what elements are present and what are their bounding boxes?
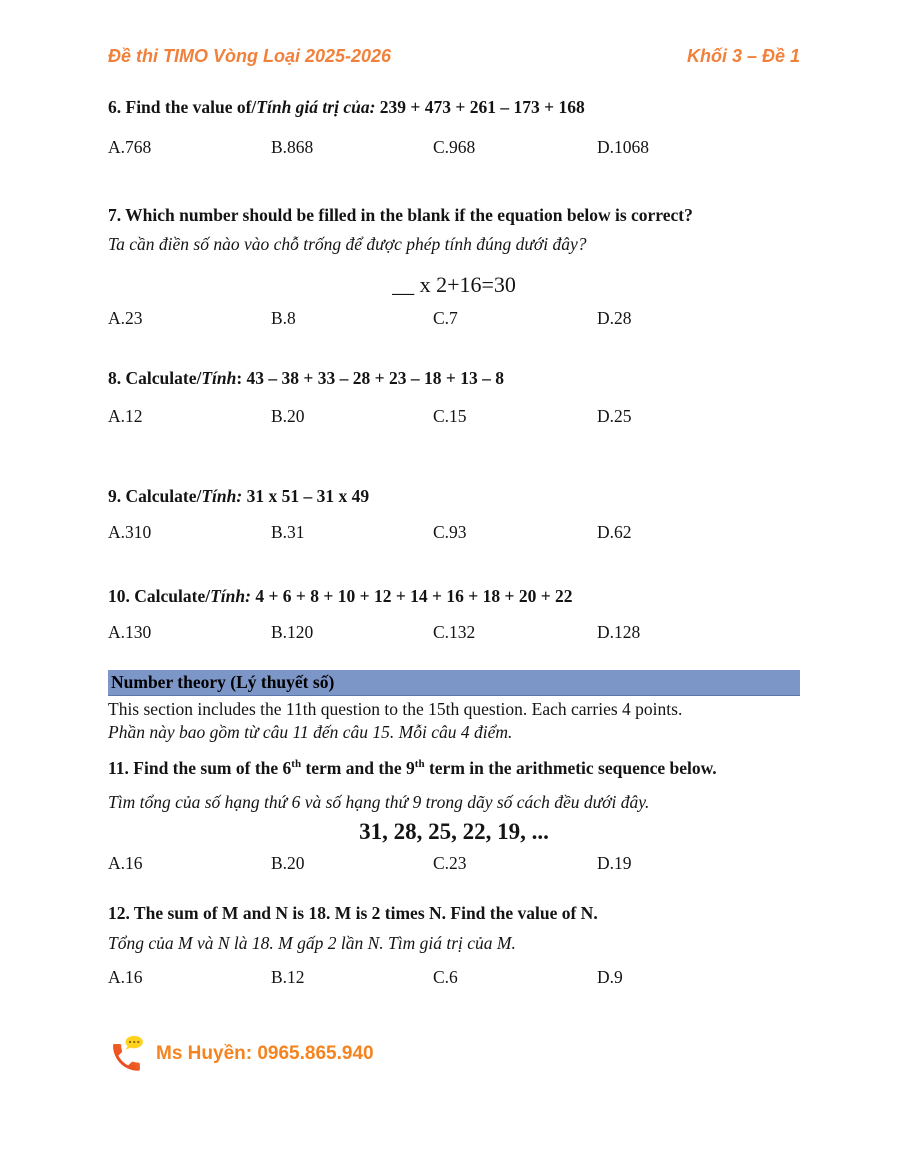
question-12-text: 12. The sum of M and N is 18. M is 2 times N. Find the value of N. <box>108 903 598 923</box>
question-9-vi-label: Tính: <box>201 486 243 506</box>
option-b: B.120 <box>271 622 314 642</box>
option-d: D.128 <box>597 622 641 642</box>
option-a: A.310 <box>108 522 152 542</box>
option-a: A.130 <box>108 622 152 642</box>
question-9-options <box>108 520 800 544</box>
ordinal-superscript: th <box>414 758 425 771</box>
option-c: C.7 <box>433 308 458 328</box>
question-11-part-c: term in the arithmetic sequence below. <box>424 758 717 778</box>
option-a: A.768 <box>108 137 152 157</box>
contact-name-phone: Ms Huyền: 0965.865.940 <box>156 1043 374 1064</box>
option-a: A.16 <box>108 967 143 987</box>
section-description-vi: Phần này bao gồm từ câu 11 đến câu 15. Mỗi câu 4 điểm. <box>108 722 513 742</box>
question-9-text <box>108 484 800 508</box>
option-d: D.19 <box>597 853 632 873</box>
option-b: B.8 <box>271 308 296 328</box>
question-11-options <box>108 851 800 875</box>
question-10-vi-label: Tính: <box>210 586 251 606</box>
question-9-expression: 31 x 51 – 31 x 49 <box>242 486 370 506</box>
option-b: B.12 <box>271 967 305 987</box>
option-d: D.1068 <box>597 137 650 157</box>
option-d: D.62 <box>597 522 632 542</box>
phone-icon <box>108 1035 148 1073</box>
option-b: B.31 <box>271 522 305 542</box>
question-6-expression: 239 + 473 + 261 – 173 + 168 <box>375 97 585 117</box>
doc-title: Đề thi TIMO Vòng Loại 2025-2026 <box>108 46 392 66</box>
question-11-sequence: 31, 28, 25, 22, 19, ... <box>359 819 549 844</box>
option-b: B.868 <box>271 137 314 157</box>
option-d: D.25 <box>597 406 632 426</box>
question-6-lead: 6. Find the value of/ <box>108 97 257 117</box>
option-c: C.132 <box>433 622 476 642</box>
question-6-text <box>108 95 800 119</box>
footer-contact <box>108 1035 800 1073</box>
question-11-text <box>108 756 800 780</box>
question-6-vi-label: Tính giá trị của: <box>256 97 376 117</box>
doc-grade-label: Khối 3 – Đề 1 <box>686 46 800 66</box>
question-7-options <box>108 306 800 330</box>
question-12-vietnamese: Tổng của M và N là 18. M gấp 2 lần N. Tìm giá trị của M. <box>108 933 516 953</box>
question-11-part-a: 11. Find the sum of the 6 <box>108 758 292 778</box>
option-d: D.28 <box>597 308 632 328</box>
section-description-en: This section includes the 11th question to the 15th question. Each carries 4 points. <box>108 699 683 719</box>
option-c: C.968 <box>433 137 476 157</box>
option-c: C.23 <box>433 853 467 873</box>
option-c: C.6 <box>433 967 458 987</box>
option-c: C.93 <box>433 522 467 542</box>
question-10-options <box>108 620 800 644</box>
question-11-part-b: term and the 9 <box>301 758 415 778</box>
question-8-vi-label: Tính <box>201 368 237 388</box>
doc-header <box>108 46 800 67</box>
ordinal-superscript: th <box>291 758 302 771</box>
question-8-text <box>108 366 800 390</box>
question-10-lead: 10. Calculate/ <box>108 586 211 606</box>
option-a: A.16 <box>108 853 143 873</box>
question-7-vietnamese: Ta cần điền số nào vào chỗ trống để được phép tính đúng dưới đây? <box>108 234 587 254</box>
question-7-equation: __ x 2+16=30 <box>392 272 516 297</box>
question-6-options <box>108 135 800 159</box>
question-10-text <box>108 584 800 608</box>
section-header-number-theory: Number theory (Lý thuyết số) <box>108 670 800 696</box>
option-b: B.20 <box>271 406 305 426</box>
option-d: D.9 <box>597 967 623 987</box>
question-8-expression: : 43 – 38 + 33 – 28 + 23 – 18 + 13 – 8 <box>236 368 504 388</box>
option-a: A.23 <box>108 308 143 328</box>
question-8-options <box>108 404 800 428</box>
question-12-options <box>108 965 800 989</box>
option-a: A.12 <box>108 406 143 426</box>
question-9-lead: 9. Calculate/ <box>108 486 202 506</box>
question-11-vietnamese: Tìm tổng của số hạng thứ 6 và số hạng thứ 9 trong dãy số cách đều dưới đây. <box>108 792 650 812</box>
question-10-expression: 4 + 6 + 8 + 10 + 12 + 14 + 16 + 18 + 20 + 22 <box>250 586 573 606</box>
option-b: B.20 <box>271 853 305 873</box>
question-8-lead: 8. Calculate/ <box>108 368 202 388</box>
question-7-text: 7. Which number should be filled in the blank if the equation below is correct? <box>108 205 693 225</box>
option-c: C.15 <box>433 406 467 426</box>
